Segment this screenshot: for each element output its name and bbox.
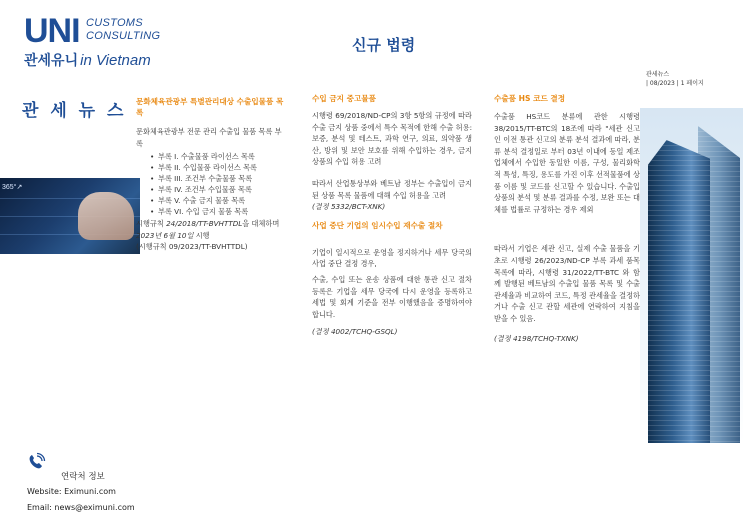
- email-link[interactable]: Email: news@eximuni.com: [27, 503, 135, 512]
- hand-shape: [78, 192, 134, 240]
- phone-icon: [26, 452, 46, 472]
- issue-meta: [646, 70, 704, 88]
- article-used-goods: [312, 93, 472, 338]
- regulation-ref: (시행규칙 09/2023/TT-BVHTTDL): [136, 242, 248, 252]
- logo-consulting-text: CONSULTING: [86, 30, 161, 42]
- company-logo: [24, 12, 164, 69]
- list-item: • 부록 I. 수출물품 라이선스 목록: [150, 151, 287, 162]
- list-item: • 부록 IV. 조건부 수입물품 목록: [150, 184, 287, 195]
- note-ref: 24/2018/TT-BVHTTDL: [166, 219, 243, 229]
- article-intro: 문화체육관광부 전문 관리 수출입 물품 목록 부록: [136, 127, 282, 148]
- article-paragraph: 시행령 69/2018/ND-CP의 3항 5항의 규정에 따라 수출 금지 상품 중에서 특수 목적에 한해 수출 허용: 보증, 분석 및 테스트, 과학 연구, 의료, 의약품 생산, 방위 및 보안 보호를 위해 수입하는 경우, 금지 상품의 수입 허용 고려: [312, 111, 472, 167]
- article-paragraph: 수출품 HS코드 분류에 관한 시행령 38/2015/TT-BTC의 18조에 따라 "세관 신고인 이전 통관 신고의 분류 분석 결과에 따라, 분류 분석 결정일로 부터 03년 이내에 동일 제조업체에서 수입한 동일한 이름, 구성, 물리화학적 특성, 특징, 용도를 가진 이후 선적물품에 상품 이름 및 코드를 신고할 수 있습니다. 수출입 상품의 분석 및 분류 결과를 수정, 보완 또는 대체를 법률로 규정하는 경우 제외: [494, 112, 640, 214]
- website-link[interactable]: Website: Eximuni.com: [27, 487, 116, 496]
- section-title: 관 세 뉴 스: [22, 101, 127, 121]
- logo-korean-text: 관세유니: [24, 53, 79, 69]
- note-suffix: 시행: [193, 230, 210, 240]
- contact-title: 연락처 정보: [61, 472, 105, 482]
- article-paragraph: 따라서 기업은 세관 신고, 실제 수출 물품을 기초로 시행령 26/2023/ND-CP 부록 과세 품목 목록에 따라, 시행령 31/2022/TT-BTC 와 함께 발행된 베트남의 수출입 물품 목록 및 수출 관세율과 비교하여 코드, 특정 관세율을 결정하거나 수출 신고 관할 세관에 연락하여 지침을 받을 수 있음.: [494, 244, 640, 323]
- article-cultural-goods: [136, 96, 287, 253]
- article-paragraph: 따라서 산업통상부와 베트남 정부는 수출입이 금지 된 상품 목록 물품에 대해 수입 허용을 고려: [312, 178, 472, 200]
- note-date: 2023년 6월 10일: [136, 230, 194, 240]
- article-heading: 문화체육관광부 특별관리대상 수출입물품 목록: [136, 97, 284, 117]
- article-paragraph: 기업이 일시적으로 운영을 정지하거나 세무 당국의 사업 중단 결정 경우,: [312, 247, 472, 269]
- building-image: [640, 108, 743, 443]
- logo-customs-text: CUSTOMS: [86, 17, 143, 29]
- logo-uni-text: UNI: [24, 12, 80, 50]
- note-prefix: 시행규칙: [136, 219, 167, 229]
- article-paragraph: 수출, 수입 또는 운송 상품에 대한 통관 신고 절차 등록은 기업을 세무 당국에 다시 운영을 등록하고 세법 및 회계 기준을 전부 이행했음을 증명하여야 합니다.: [312, 274, 472, 319]
- decision-ref: (결정 4002/TCHQ-GSQL): [312, 327, 398, 337]
- business-image: [0, 178, 140, 254]
- appendix-list: [150, 151, 287, 217]
- article-heading: 수출품 HS 코드 결정: [494, 94, 566, 103]
- article-hs-code: [494, 93, 640, 344]
- newsletter-name: 관세뉴스: [646, 71, 670, 78]
- effective-note: [136, 218, 287, 241]
- decision-ref: (결정 5332/BCT-XNK): [312, 202, 386, 212]
- image-overlay-text: 365°↗: [2, 184, 23, 191]
- article-heading: 사업 중단 기업의 임시수입 재수출 절차: [312, 220, 443, 230]
- list-item: • 부록 V. 수출 금지 물품 목록: [150, 195, 287, 206]
- logo-in-vietnam-text: in Vietnam: [80, 52, 151, 69]
- note-mid: 을 대체하며: [242, 219, 280, 229]
- article-heading: 수입 금지 중고물품: [312, 94, 376, 103]
- list-item: • 부록 II. 수입물품 라이선스 목록: [150, 162, 287, 173]
- page-title: 신규 법령: [352, 36, 416, 54]
- decision-ref: (결정 4198/TCHQ-TXNK): [494, 333, 579, 343]
- tower-shape: [648, 140, 710, 443]
- list-item: • 부록 VI. 수입 금지 물품 목록: [150, 206, 287, 217]
- list-item: • 부록 III. 조건부 수출물품 목록: [150, 173, 287, 184]
- issue-date-page: | 08/2023 | 1 페이지: [646, 80, 704, 87]
- logo-tagline: [24, 50, 151, 70]
